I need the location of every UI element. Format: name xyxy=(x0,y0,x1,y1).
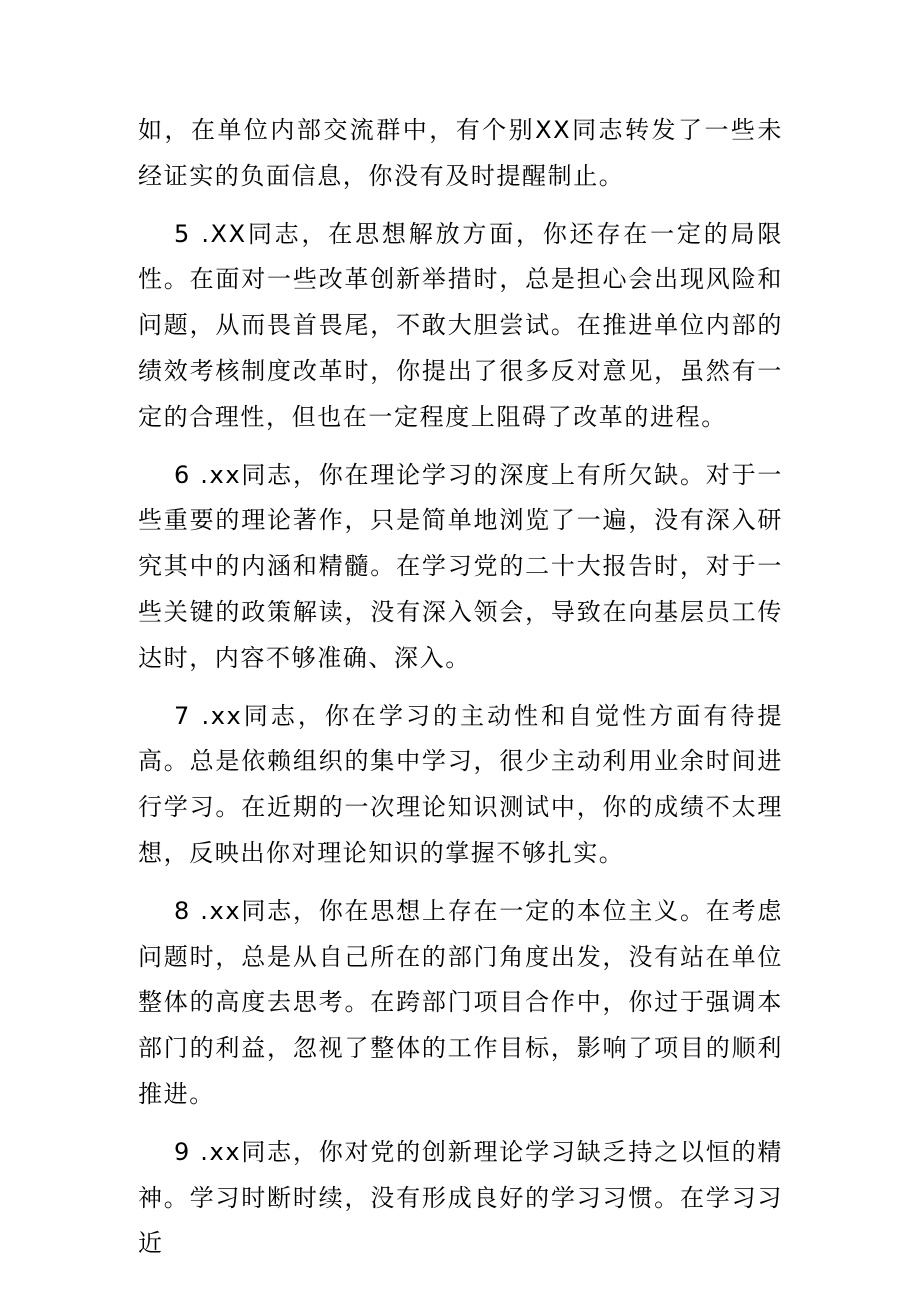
paragraph-item-5: 5 .XX同志，在思想解放方面，你还存在一定的局限性。在面对一些改革创新举措时，总是担心会出现风险和问题，从而畏首畏尾，不敢大胆尝试。在推进单位内部的绩效考核制度改革时，你提出了很多反对意见，虽然有一定的合理性，但也在一定程度上阻碍了改革的进程。 xyxy=(138,219,783,431)
paragraph-continuation: 如，在单位内部交流群中，有个别XX同志转发了一些未经证实的负面信息，你没有及时提醒制止。 xyxy=(138,116,783,190)
paragraph-item-9: 9 .xx同志，你对党的创新理论学习缺乏持之以恒的精神。学习时断时续，没有形成良好的学习习惯。在学习习近 xyxy=(138,1137,783,1258)
paragraph-item-8: 8 .xx同志，你在思想上存在一定的本位主义。在考虑问题时，总是从自己所在的部门角度出发，没有站在单位整体的高度去思考。在跨部门项目合作中，你过于强调本部门的利益，忽视了整体的工作目标，影响了项目的顺利推进。 xyxy=(138,896,783,1108)
document-body xyxy=(138,108,783,1267)
paragraph-item-6: 6 .xx同志，你在理论学习的深度上有所欠缺。对于一些重要的理论著作，只是简单地浏览了一遍，没有深入研究其中的内涵和精髓。在学习党的二十大报告时，对于一些关键的政策解读，没有深入领会，导致在向基层员工传达时，内容不够准确、深入。 xyxy=(138,460,783,672)
paragraph-item-7: 7 .xx同志，你在学习的主动性和自觉性方面有待提高。总是依赖组织的集中学习，很少主动利用业余时间进行学习。在近期的一次理论知识测试中，你的成绩不太理想，反映出你对理论知识的掌握不够扎实。 xyxy=(138,701,783,867)
